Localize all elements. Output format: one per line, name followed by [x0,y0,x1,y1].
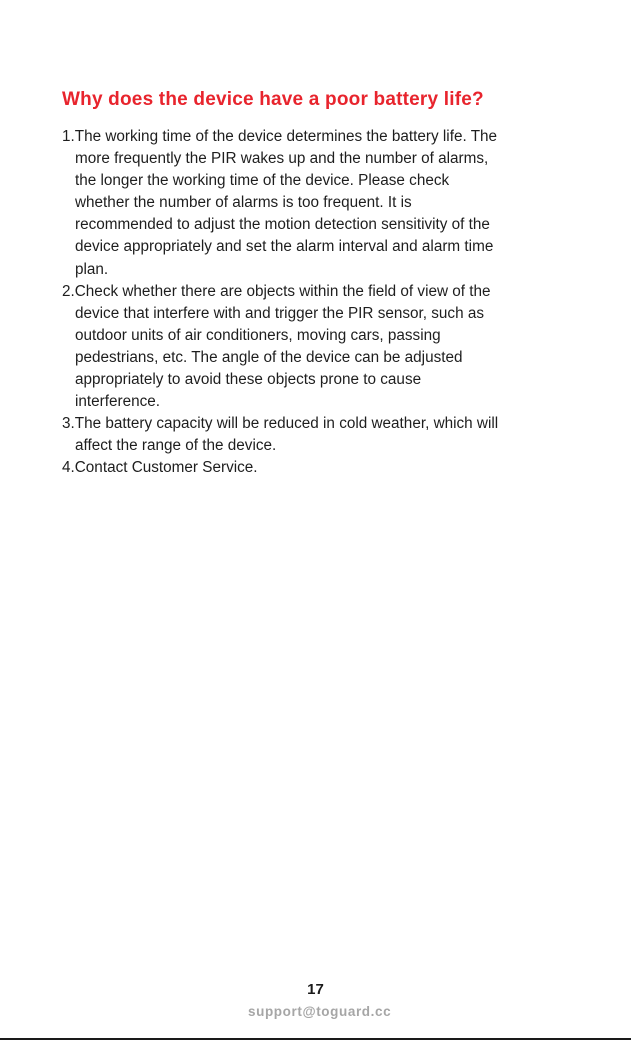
faq-item-line: pedestrians, etc. The angle of the device can be adjusted [75,348,463,366]
faq-answer-list [62,126,582,480]
faq-item-line: device appropriately and set the alarm interval and alarm time [75,238,494,256]
faq-item-2 [62,281,582,414]
faq-item-line: outdoor units of air conditioners, moving cars, passing [75,326,441,344]
faq-item-line: recommended to adjust the motion detection sensitivity of the [75,216,490,234]
faq-item-line: appropriately to avoid these objects prone to cause [75,371,422,389]
page-number: 17 [307,981,324,998]
faq-item-line: plan. [75,260,109,278]
support-email: support@toguard.cc [248,1004,392,1019]
faq-item-line: 1.The working time of the device determines the battery life. The [62,128,498,145]
faq-item-line: more frequently the PIR wakes up and the number of alarms, [75,150,489,168]
faq-item-3 [62,413,582,457]
faq-item-line: 2.Check whether there are objects within the field of view of the [62,282,491,300]
faq-item-line: 3.The battery capacity will be reduced in cold weather, which will [62,415,499,433]
faq-item-line: whether the number of alarms is too frequent. It is [75,194,412,212]
faq-item-line: 4.Contact Customer Service. [62,459,258,477]
faq-item-1 [62,126,582,281]
faq-item-line: device that interfere with and trigger the PIR sensor, such as [75,304,484,322]
faq-item-line: the longer the working time of the device. Please check [75,172,450,190]
faq-heading: Why does the device have a poor battery life? [62,89,484,110]
faq-item-4 [62,457,582,479]
faq-item-line: affect the range of the device. [75,437,277,455]
faq-item-line: interference. [75,393,161,411]
